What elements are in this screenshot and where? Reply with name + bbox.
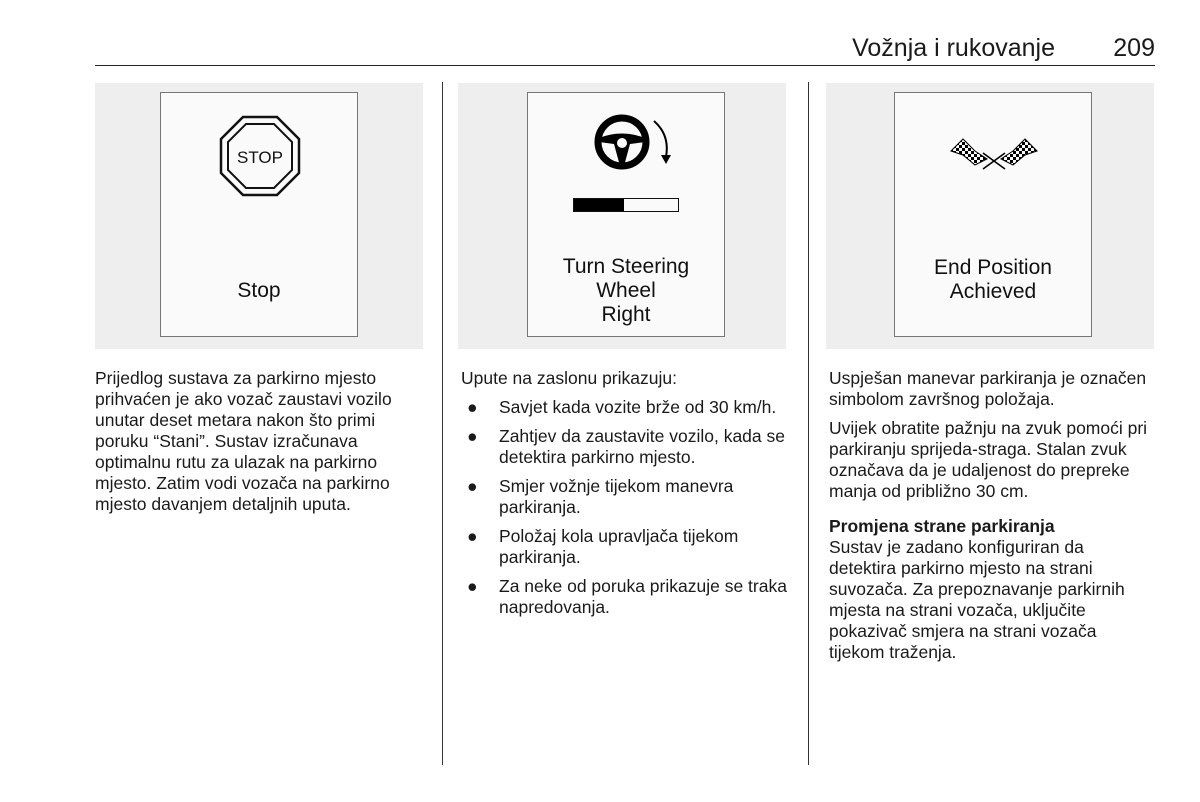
instructions-list [461, 397, 793, 618]
header-rule [95, 65, 1155, 66]
caption-line: Wheel [596, 279, 656, 302]
middle-column-text [461, 368, 793, 626]
progress-fill [574, 199, 624, 211]
column-divider-1 [442, 82, 443, 765]
caption-line: Stop [237, 279, 281, 302]
caption-line: Right [601, 303, 651, 326]
left-column-text [95, 368, 430, 523]
list-item-text: Za neke od poruka prikazuje se traka napredovanja. [499, 576, 787, 617]
figure-steering-panel [458, 83, 786, 349]
list-item-text: Savjet kada vozite brže od 30 km/h. [499, 397, 777, 417]
list-item [461, 526, 793, 568]
section-title: Vožnja i rukovanje [852, 34, 1055, 62]
paragraph: Uvijek obratite pažnju na zvuk pomoći pri parkiranju sprijeda-straga. Stalan zvuk označava da je udaljenost do prepreke manja od približno 30 cm. [829, 418, 1148, 501]
right-column-text [829, 368, 1155, 671]
caption-line: End Position [934, 256, 1052, 279]
list-item-text: Zahtjev da zaustavite vozilo, kada se detektira parkirno mjesto. [499, 426, 785, 467]
bullet-icon: ● [467, 397, 478, 417]
bullet-icon: ● [467, 576, 478, 596]
intro-text: Upute na zaslonu prikazuju: [461, 368, 677, 388]
bullet-icon: ● [467, 426, 478, 446]
progress-bar [573, 198, 679, 212]
bullet-icon: ● [467, 476, 478, 496]
screen-caption-end-position [895, 256, 1091, 304]
caption-line: Achieved [949, 280, 1037, 303]
display-screen-end-position [894, 92, 1092, 337]
caption-line: Turn Steering [562, 255, 690, 278]
bullet-icon: ● [467, 526, 478, 546]
checkered-flags-icon [947, 133, 1041, 173]
list-item [461, 397, 793, 418]
screen-caption-steering [528, 255, 724, 327]
list-item [461, 426, 793, 468]
steering-wheel-icon [590, 111, 680, 171]
display-screen-stop [160, 92, 358, 337]
list-item-text: Položaj kola upravljača tijekom parkiranja. [499, 526, 739, 567]
column-divider-2 [808, 82, 809, 765]
stop-sign-icon [219, 115, 301, 197]
figure-end-position-panel [826, 83, 1154, 349]
display-screen-steering [527, 92, 725, 337]
stop-sign-text: STOP [237, 148, 283, 167]
paragraph: Prijedlog sustava za parkirno mjesto prihvaćen je ako vozač zaustavi vozilo unutar deset metara nakon što primi poruku “Stani”. Sustav izračunava optimalnu rutu za ulazak na parkirno mjesto. Zatim vodi vozača na parkirno mjesto davanjem detaljnih uputa. [95, 368, 392, 514]
list-item [461, 576, 793, 618]
figure-stop-panel [95, 83, 423, 349]
list-item-text: Smjer vožnje tijekom manevra parkiranja. [499, 476, 734, 517]
paragraph: Sustav je zadano konfiguriran da detektira parkirno mjesto na strani suvozača. Za prepoznavanje parkirnih mjesta na strani vozača, uključite pokazivač smjera na strani vozača tijekom traženja. [829, 537, 1125, 662]
list-item [461, 476, 793, 518]
paragraph: Uspješan manevar parkiranja je označen simbolom završnog položaja. [829, 368, 1147, 409]
screen-caption-stop [161, 279, 357, 303]
page-number: 209 [1113, 34, 1155, 62]
subheading: Promjena strane parkiranja [829, 516, 1055, 536]
